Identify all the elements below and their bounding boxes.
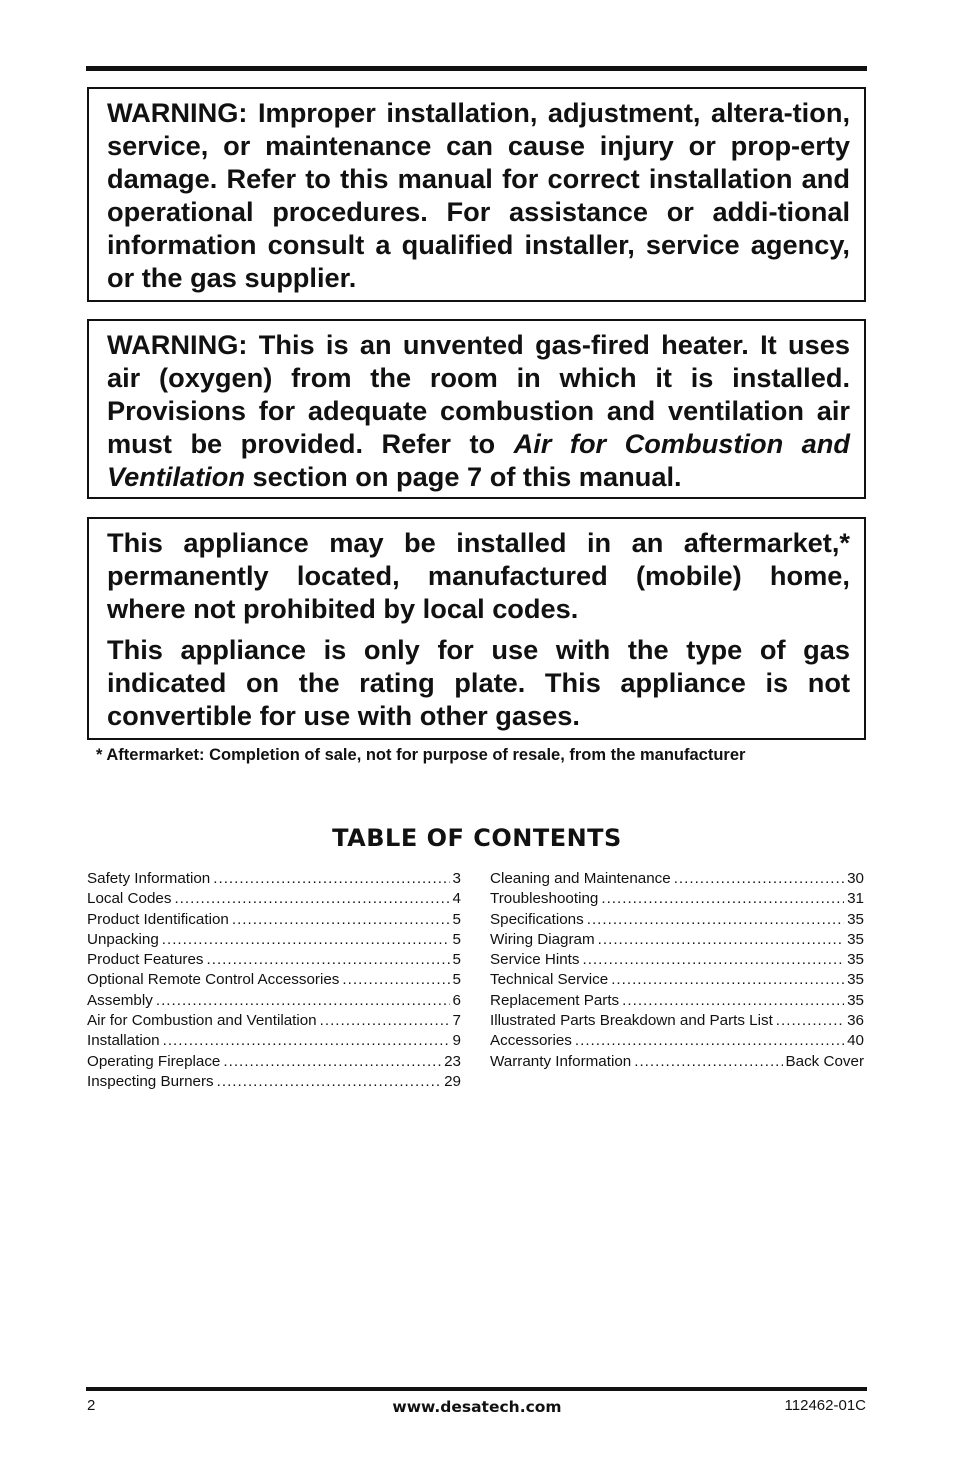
toc-entry: [490, 889, 864, 909]
toc-dot-leader: [587, 910, 844, 930]
toc-dot-leader: [611, 970, 844, 990]
toc-dot-leader: [634, 1052, 782, 1072]
toc-entry-page: 36: [847, 1012, 864, 1030]
toc-entry-page: 35: [847, 971, 864, 989]
toc-dot-leader: [776, 1011, 844, 1031]
toc-entry-label: Illustrated Parts Breakdown and Parts List: [490, 1012, 773, 1030]
toc-left-column: [87, 869, 461, 1092]
toc-entry: [87, 1011, 461, 1031]
toc-right-column: [490, 869, 864, 1072]
toc-dot-leader: [622, 991, 844, 1011]
toc-dot-leader: [213, 869, 449, 889]
toc-entry: [87, 1031, 461, 1051]
document-code: 112462-01C: [784, 1397, 866, 1414]
toc-entry: [490, 1031, 864, 1051]
toc-entry-label: Operating Fireplace: [87, 1052, 221, 1070]
toc-entry-label: Local Codes: [87, 890, 172, 908]
toc-entry: [490, 930, 864, 950]
toc-entry-label: Assembly: [87, 991, 153, 1009]
toc-entry: [87, 869, 461, 889]
notice-mobile-home-text: This appliance may be installed in an aftermarket,* permanently located, manufactured (mobile) home, where not prohibited by local codes.: [107, 527, 850, 624]
page-number: 2: [87, 1397, 96, 1414]
toc-entry-page: 35: [847, 910, 864, 928]
toc-entry-page: 31: [847, 890, 864, 908]
toc-entry: [490, 950, 864, 970]
toc-entry: [87, 930, 461, 950]
toc-dot-leader: [320, 1011, 450, 1031]
toc-entry-label: Cleaning and Maintenance: [490, 870, 671, 887]
toc-entry: [87, 950, 461, 970]
toc-entry-label: Unpacking: [87, 930, 159, 948]
toc-dot-leader: [217, 1072, 441, 1092]
warning-box-installation: [87, 87, 866, 302]
toc-entry-page: 35: [847, 930, 864, 948]
toc-entry-page: 29: [444, 1072, 461, 1090]
toc-entry-label: Warranty Information: [490, 1052, 632, 1070]
toc-entry: [490, 910, 864, 930]
toc-entry-page: 5: [452, 930, 461, 948]
toc-entry-page: 9: [452, 1032, 461, 1050]
toc-entry: [490, 1052, 864, 1072]
toc-dot-leader: [674, 869, 844, 889]
toc-dot-leader: [163, 1031, 450, 1051]
notice-box-appliance: [87, 517, 866, 740]
toc-dot-leader: [342, 970, 449, 990]
toc-entry: [87, 1052, 461, 1072]
toc-entry-label: Safety Information: [87, 870, 211, 887]
toc-entry-label: Service Hints: [490, 951, 580, 969]
toc-entry-page: 7: [452, 1012, 461, 1030]
toc-entry-page: 5: [452, 951, 461, 969]
toc-dot-leader: [582, 950, 844, 970]
toc-entry: [87, 991, 461, 1011]
toc-entry-label: Specifications: [490, 910, 584, 928]
toc-entry-page: 35: [847, 991, 864, 1009]
toc-title: TABLE OF CONTENTS: [332, 824, 622, 852]
toc-dot-leader: [223, 1052, 441, 1072]
toc-dot-leader: [598, 930, 844, 950]
aftermarket-footnote: * Aftermarket: Completion of sale, not for purpose of resale, from the manufacturer: [96, 746, 746, 764]
bottom-rule: [86, 1387, 867, 1391]
toc-dot-leader: [207, 950, 450, 970]
toc-dot-leader: [575, 1031, 844, 1051]
warning-box-unvented: [87, 319, 866, 499]
toc-entry-label: Product Identification: [87, 910, 229, 928]
warning-installation-text: WARNING: Improper installation, adjustment, altera-tion, service, or maintenance can cause injury or prop-erty damage. Refer to this manual for correct installation and operational procedures. For assistance or addi-tional information consult a qualified installer, service agency, or the gas supplier.: [107, 97, 850, 293]
warning-unvented-part2: section on page 7 of this manual.: [244, 461, 682, 492]
toc-entry-label: Optional Remote Control Accessories: [87, 971, 340, 989]
toc-entry-label: Product Features: [87, 951, 204, 969]
toc-dot-leader: [174, 889, 449, 909]
toc-entry-label: Replacement Parts: [490, 991, 620, 1009]
warning-unvented-text: [107, 328, 850, 493]
toc-entry: [490, 1011, 864, 1031]
toc-entry-page: 23: [444, 1052, 461, 1070]
toc-entry: [87, 889, 461, 909]
toc-entry-label: Inspecting Burners: [87, 1072, 214, 1090]
notice-gas-type-text: This appliance is only for use with the type of gas indicated on the rating plate. This appliance is not convertible for use with other gases.: [107, 634, 850, 731]
toc-dot-leader: [156, 991, 450, 1011]
top-rule: [86, 66, 867, 71]
toc-dot-leader: [232, 910, 450, 930]
toc-entry-page: 35: [847, 951, 864, 969]
toc-entry-page: 30: [847, 870, 864, 887]
toc-entry: [490, 991, 864, 1011]
toc-dot-leader: [162, 930, 450, 950]
toc-entry: [87, 970, 461, 990]
website-url: www.desatech.com: [392, 1398, 562, 1416]
toc-entry-page: 5: [452, 910, 461, 928]
toc-entry-label: Installation: [87, 1032, 160, 1050]
toc-entry-label: Troubleshooting: [490, 890, 599, 908]
toc-entry-label: Accessories: [490, 1032, 572, 1050]
toc-entry-page: Back Cover: [785, 1052, 864, 1070]
toc-entry: [87, 1072, 461, 1092]
toc-entry: [490, 869, 864, 889]
toc-entry-page: 40: [847, 1032, 864, 1050]
toc-entry-page: 5: [452, 971, 461, 989]
toc-entry-label: Air for Combustion and Ventilation: [87, 1012, 317, 1030]
toc-entry-page: 3: [452, 870, 461, 887]
toc-dot-leader: [601, 889, 844, 909]
toc-entry: [490, 970, 864, 990]
toc-entry-page: 6: [452, 991, 461, 1009]
toc-entry: [87, 910, 461, 930]
toc-entry-page: 4: [452, 890, 461, 908]
toc-entry-label: Wiring Diagram: [490, 930, 595, 948]
toc-entry-label: Technical Service: [490, 971, 609, 989]
section-reference-link: Air for Combustion and Ventilation: [107, 428, 851, 492]
warning-unvented-part1: WARNING: This is an unvented gas-fired heater. It uses air (oxygen) from the room in which it is installed. Provisions for adequate combustion and ventilation air must be provided. Refer to: [107, 329, 850, 459]
